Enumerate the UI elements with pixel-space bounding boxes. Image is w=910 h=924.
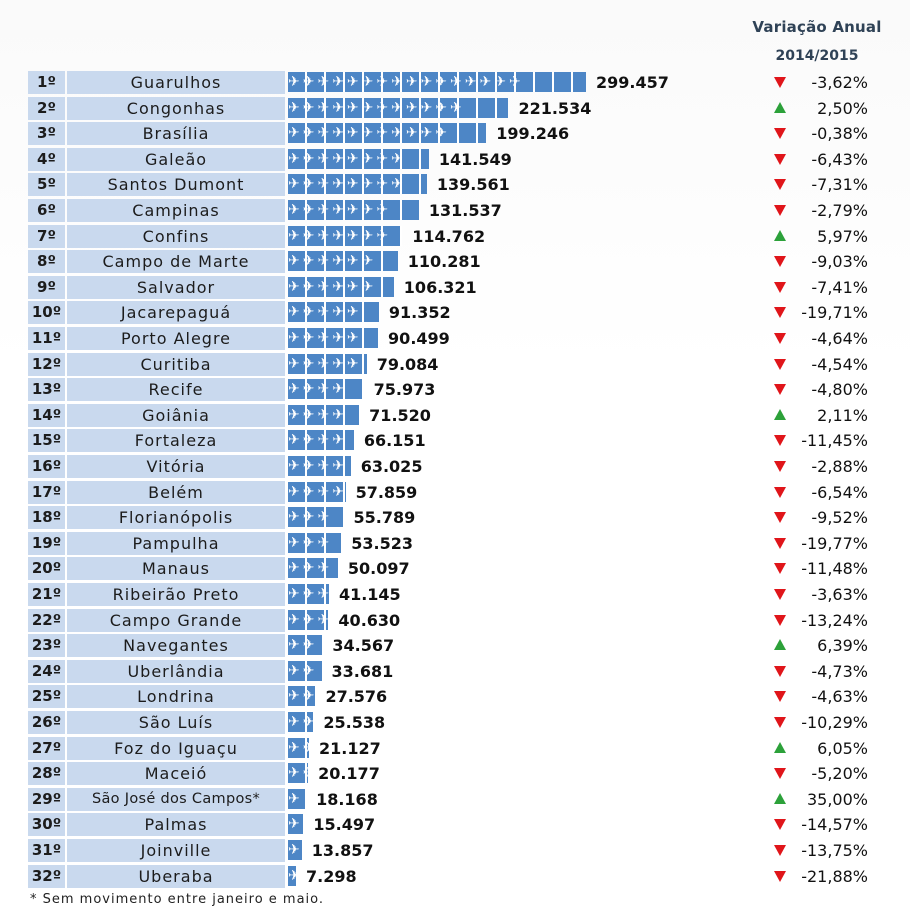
- airplane-icon: ✈✈✈: [288, 586, 333, 602]
- chart-row: [0, 531, 910, 556]
- rank-label: 1º: [28, 71, 65, 94]
- rank-label: 22º: [28, 609, 65, 632]
- value-bar: [288, 482, 346, 502]
- rank-label: 29º: [28, 788, 65, 811]
- value-bar: [288, 610, 333, 630]
- airport-label: Vitória: [67, 455, 285, 478]
- airport-label: Congonhas: [67, 97, 285, 120]
- annual-change-value: -4,63%: [811, 687, 868, 707]
- rank-label: 11º: [28, 327, 65, 350]
- rank-label: 32º: [28, 865, 65, 888]
- airplane-icon: ✈✈✈✈✈✈✈: [288, 227, 392, 244]
- chart-row: [0, 864, 910, 889]
- airport-label: Foz do Iguaçu: [67, 737, 285, 760]
- chart-row: [0, 684, 910, 709]
- value-bar: [288, 72, 586, 92]
- chart-row: [0, 480, 910, 505]
- airport-label: Londrina: [67, 685, 285, 708]
- rank-label: 7º: [28, 225, 65, 248]
- annual-change-value: -7,31%: [811, 175, 868, 195]
- value-bar: [288, 507, 344, 527]
- value-bar: [288, 328, 378, 348]
- rank-label: 10º: [28, 301, 65, 324]
- chart-row: [0, 121, 910, 146]
- annual-change-value: -3,63%: [811, 585, 868, 604]
- airport-label: Uberaba: [67, 865, 285, 888]
- value-bar: [288, 200, 419, 220]
- chart-row: [0, 556, 910, 581]
- rank-label: 26º: [28, 711, 65, 734]
- value-bar: [288, 840, 302, 860]
- annual-change-title: Variação Anual: [752, 18, 882, 36]
- airplane-icon: ✈✈: [288, 765, 318, 782]
- airplane-icon: ✈✈: [288, 637, 318, 654]
- airplane-icon: ✈✈✈: [288, 534, 333, 551]
- annual-change-value: -6,54%: [811, 482, 868, 502]
- airplane-icon: ✈✈✈✈✈✈: [288, 253, 377, 270]
- annual-change-value: -2,88%: [811, 457, 868, 476]
- value-label: 131.537: [428, 201, 502, 220]
- value-bar: [288, 686, 318, 706]
- value-bar: [288, 814, 303, 834]
- airport-label: Navegantes: [67, 634, 285, 657]
- airport-label: Pampulha: [67, 532, 285, 555]
- value-bar: [288, 379, 364, 399]
- airport-label: Maceió: [67, 762, 285, 785]
- value-label: 71.520: [369, 405, 431, 425]
- airplane-icon: ✈✈✈✈✈: [288, 330, 362, 346]
- airplane-icon: ✈✈✈✈✈✈✈✈✈✈✈✈: [288, 99, 465, 116]
- rank-label: 16º: [28, 455, 65, 478]
- rank-label: 9º: [28, 276, 65, 299]
- value-bar: [288, 635, 322, 655]
- rank-label: 30º: [28, 813, 65, 836]
- value-bar: [288, 123, 486, 143]
- airplane-icon: ✈✈✈✈✈✈✈✈✈✈✈✈✈✈✈✈: [288, 74, 524, 90]
- airplane-icon: ✈✈: [288, 662, 318, 679]
- chart-row: [0, 736, 910, 761]
- value-label: 63.025: [360, 457, 423, 476]
- value-bar: [288, 251, 398, 271]
- airport-label: Curitiba: [67, 353, 285, 376]
- chart-row: [0, 505, 910, 530]
- value-label: 106.321: [403, 277, 477, 297]
- airplane-icon: ✈✈✈: [288, 611, 333, 628]
- annual-change-value: 35,00%: [806, 789, 868, 809]
- chart-row: [0, 172, 910, 197]
- value-bar: [288, 712, 318, 732]
- rank-label: 4º: [28, 148, 65, 171]
- value-label: 55.789: [353, 508, 416, 528]
- value-label: 15.497: [313, 815, 376, 835]
- rank-label: 18º: [28, 506, 65, 529]
- chart-row: [0, 403, 910, 428]
- value-bar: [288, 584, 333, 604]
- rank-label: 13º: [28, 378, 65, 401]
- value-label: 139.561: [436, 175, 510, 195]
- value-label: 18.168: [316, 789, 378, 809]
- chart-row: [0, 812, 910, 837]
- chart-row: [0, 198, 910, 223]
- airplane-icon: ✈: [288, 867, 303, 884]
- rank-label: 31º: [28, 839, 65, 862]
- chart-row: [0, 249, 910, 274]
- annual-change-value: -3,62%: [811, 73, 868, 92]
- airplane-icon: ✈✈✈✈✈✈✈✈✈✈✈: [288, 125, 451, 142]
- chart-row: [0, 633, 910, 658]
- chart-row: [0, 582, 910, 607]
- airplane-icon: ✈✈: [288, 688, 318, 705]
- rank-label: 25º: [28, 685, 65, 708]
- rank-label: 3º: [28, 122, 65, 145]
- value-label: 57.859: [355, 482, 418, 502]
- airport-label: Confins: [67, 225, 285, 248]
- airport-label: Galeão: [67, 148, 285, 171]
- annual-change-value: 5,97%: [817, 226, 868, 246]
- rank-label: 19º: [28, 532, 65, 555]
- airplane-icon: ✈✈✈✈: [288, 406, 347, 423]
- airport-label: Campo de Marte: [67, 250, 285, 273]
- value-label: 66.151: [363, 431, 426, 451]
- airport-label: Uberlândia: [67, 660, 285, 683]
- annual-change-value: -13,75%: [801, 841, 868, 860]
- value-bar: [288, 763, 318, 783]
- airport-label: Goiânia: [67, 404, 285, 427]
- annual-change-value: -6,43%: [811, 149, 868, 169]
- annual-change-value: -4,64%: [811, 329, 868, 348]
- airport-label: Santos Dumont: [67, 173, 285, 196]
- airport-label: Guarulhos: [67, 71, 285, 94]
- annual-change-value: -4,54%: [811, 354, 868, 374]
- airplane-icon: ✈: [288, 816, 303, 833]
- value-label: 33.681: [331, 661, 394, 681]
- chart-row: [0, 838, 910, 863]
- value-bar: [288, 277, 394, 297]
- airplane-icon: ✈✈✈✈✈✈✈✈: [288, 176, 406, 193]
- chart-row: [0, 710, 910, 735]
- rank-label: 6º: [28, 199, 65, 222]
- airplane-icon: ✈✈✈✈✈: [288, 355, 362, 372]
- chart-row: [0, 96, 910, 121]
- airplane-icon: ✈✈✈: [288, 509, 333, 526]
- value-bar: [288, 149, 429, 169]
- value-label: 7.298: [306, 866, 357, 886]
- value-bar: [288, 661, 322, 681]
- airport-label: Jacarepaguá: [67, 301, 285, 324]
- value-label: 91.352: [388, 303, 451, 323]
- annual-change-value: 2,50%: [817, 98, 868, 118]
- rank-label: 15º: [28, 429, 65, 452]
- value-bar: [288, 789, 306, 809]
- chart-row: [0, 428, 910, 453]
- airport-label: Fortaleza: [67, 429, 285, 452]
- chart-row: [0, 608, 910, 633]
- rank-label: 20º: [28, 557, 65, 580]
- rank-label: 28º: [28, 762, 65, 785]
- value-bar: [288, 354, 367, 374]
- airplane-icon: ✈✈✈✈✈✈✈✈: [288, 150, 406, 167]
- value-label: 41.145: [338, 585, 401, 604]
- airport-label: Belém: [67, 481, 285, 504]
- value-label: 34.567: [332, 636, 395, 656]
- airplane-icon: ✈✈✈✈: [288, 432, 347, 449]
- chart-row: [0, 326, 910, 351]
- airport-label: Recife: [67, 378, 285, 401]
- airport-label: Ribeirão Preto: [67, 583, 285, 606]
- airport-label: São José dos Campos*: [67, 788, 285, 811]
- rank-label: 2º: [28, 97, 65, 120]
- chart-row: [0, 147, 910, 172]
- value-label: 20.177: [318, 764, 380, 784]
- footnote: * Sem movimento entre janeiro e maio.: [30, 892, 325, 907]
- rank-label: 8º: [28, 250, 65, 273]
- value-label: 199.246: [496, 124, 570, 144]
- chart-row: [0, 454, 910, 479]
- airplane-icon: ✈✈✈✈: [288, 381, 347, 398]
- annual-change-value: -19,71%: [801, 303, 868, 323]
- value-label: 40.630: [338, 610, 401, 630]
- value-label: 53.523: [351, 533, 413, 553]
- value-label: 13.857: [311, 841, 374, 860]
- airplane-icon: ✈✈: [288, 714, 318, 730]
- chart-row: [0, 224, 910, 249]
- annual-change-value: -10,29%: [801, 713, 868, 732]
- annual-change-value: -21,88%: [801, 866, 868, 886]
- airport-label: Campo Grande: [67, 609, 285, 632]
- value-label: 50.097: [347, 559, 410, 579]
- annual-change-value: -4,80%: [811, 380, 868, 400]
- annual-change-value: -13,24%: [801, 610, 868, 630]
- airport-label: Brasília: [67, 122, 285, 145]
- annual-change-value: -11,45%: [801, 431, 868, 451]
- value-label: 141.549: [438, 149, 512, 169]
- value-label: 79.084: [376, 354, 439, 374]
- chart-row: [0, 275, 910, 300]
- annual-change-value: -9,52%: [811, 508, 868, 528]
- annual-change-value: 6,05%: [817, 738, 868, 758]
- value-label: 90.499: [388, 329, 450, 348]
- annual-change-value: -4,73%: [811, 661, 868, 681]
- rank-label: 5º: [28, 173, 65, 196]
- value-bar: [288, 558, 338, 578]
- annual-change-value: -9,03%: [811, 252, 868, 272]
- value-bar: [288, 738, 318, 758]
- annual-change-value: 6,39%: [817, 636, 868, 656]
- chart-row: [0, 377, 910, 402]
- value-label: 25.538: [323, 713, 386, 732]
- value-label: 114.762: [412, 226, 486, 246]
- rank-label: 21º: [28, 583, 65, 606]
- value-label: 21.127: [319, 738, 381, 758]
- chart-row: [0, 761, 910, 786]
- value-label: 221.534: [518, 98, 592, 118]
- value-bar: [288, 302, 379, 322]
- value-label: 299.457: [596, 73, 669, 92]
- annual-change-value: -14,57%: [801, 815, 868, 835]
- rank-label: 14º: [28, 404, 65, 427]
- chart-row: [0, 70, 910, 95]
- airplane-icon: ✈✈✈✈✈✈✈: [288, 202, 392, 218]
- annual-change-value: -19,77%: [801, 533, 868, 553]
- airplane-icon: ✈✈✈✈: [288, 483, 347, 500]
- value-label: 110.281: [407, 252, 481, 272]
- airport-label: Campinas: [67, 199, 285, 222]
- annual-change-value: -2,79%: [811, 201, 868, 220]
- airport-label: Joinville: [67, 839, 285, 862]
- annual-change-value: -5,20%: [811, 764, 868, 784]
- rank-label: 17º: [28, 481, 65, 504]
- value-bar: [288, 174, 427, 194]
- airplane-icon: ✈✈✈✈: [288, 458, 347, 474]
- airplane-icon: ✈✈✈: [288, 560, 333, 577]
- rank-label: 27º: [28, 737, 65, 760]
- airport-label: São Luís: [67, 711, 285, 734]
- airplane-icon: ✈: [288, 790, 303, 807]
- annual-change-value: -11,48%: [801, 559, 868, 579]
- value-bar: [288, 866, 303, 886]
- chart-row: [0, 352, 910, 377]
- annual-change-value: 2,11%: [817, 405, 868, 425]
- rank-label: 24º: [28, 660, 65, 683]
- annual-change-period: 2014/2015: [775, 48, 859, 64]
- airplane-icon: ✈✈✈✈✈: [288, 304, 362, 321]
- airport-label: Palmas: [67, 813, 285, 836]
- annual-change-value: -7,41%: [811, 277, 868, 297]
- airplane-icon: ✈✈: [288, 739, 318, 756]
- value-bar: [288, 533, 341, 553]
- chart-row: [0, 659, 910, 684]
- airport-label: Porto Alegre: [67, 327, 285, 350]
- airport-label: Salvador: [67, 276, 285, 299]
- rank-label: 23º: [28, 634, 65, 657]
- value-bar: [288, 98, 508, 118]
- chart-row: [0, 787, 910, 812]
- value-bar: [288, 456, 351, 476]
- value-bar: [288, 430, 354, 450]
- airport-label: Manaus: [67, 557, 285, 580]
- value-bar: [288, 405, 359, 425]
- airport-label: Florianópolis: [67, 506, 285, 529]
- value-label: 27.576: [325, 687, 388, 707]
- rank-label: 12º: [28, 353, 65, 376]
- value-bar: [288, 226, 402, 246]
- airplane-icon: ✈: [288, 842, 303, 858]
- value-label: 75.973: [373, 380, 436, 400]
- airplane-icon: ✈✈✈✈✈✈: [288, 278, 377, 295]
- chart-row: [0, 300, 910, 325]
- annual-change-value: -0,38%: [811, 124, 868, 144]
